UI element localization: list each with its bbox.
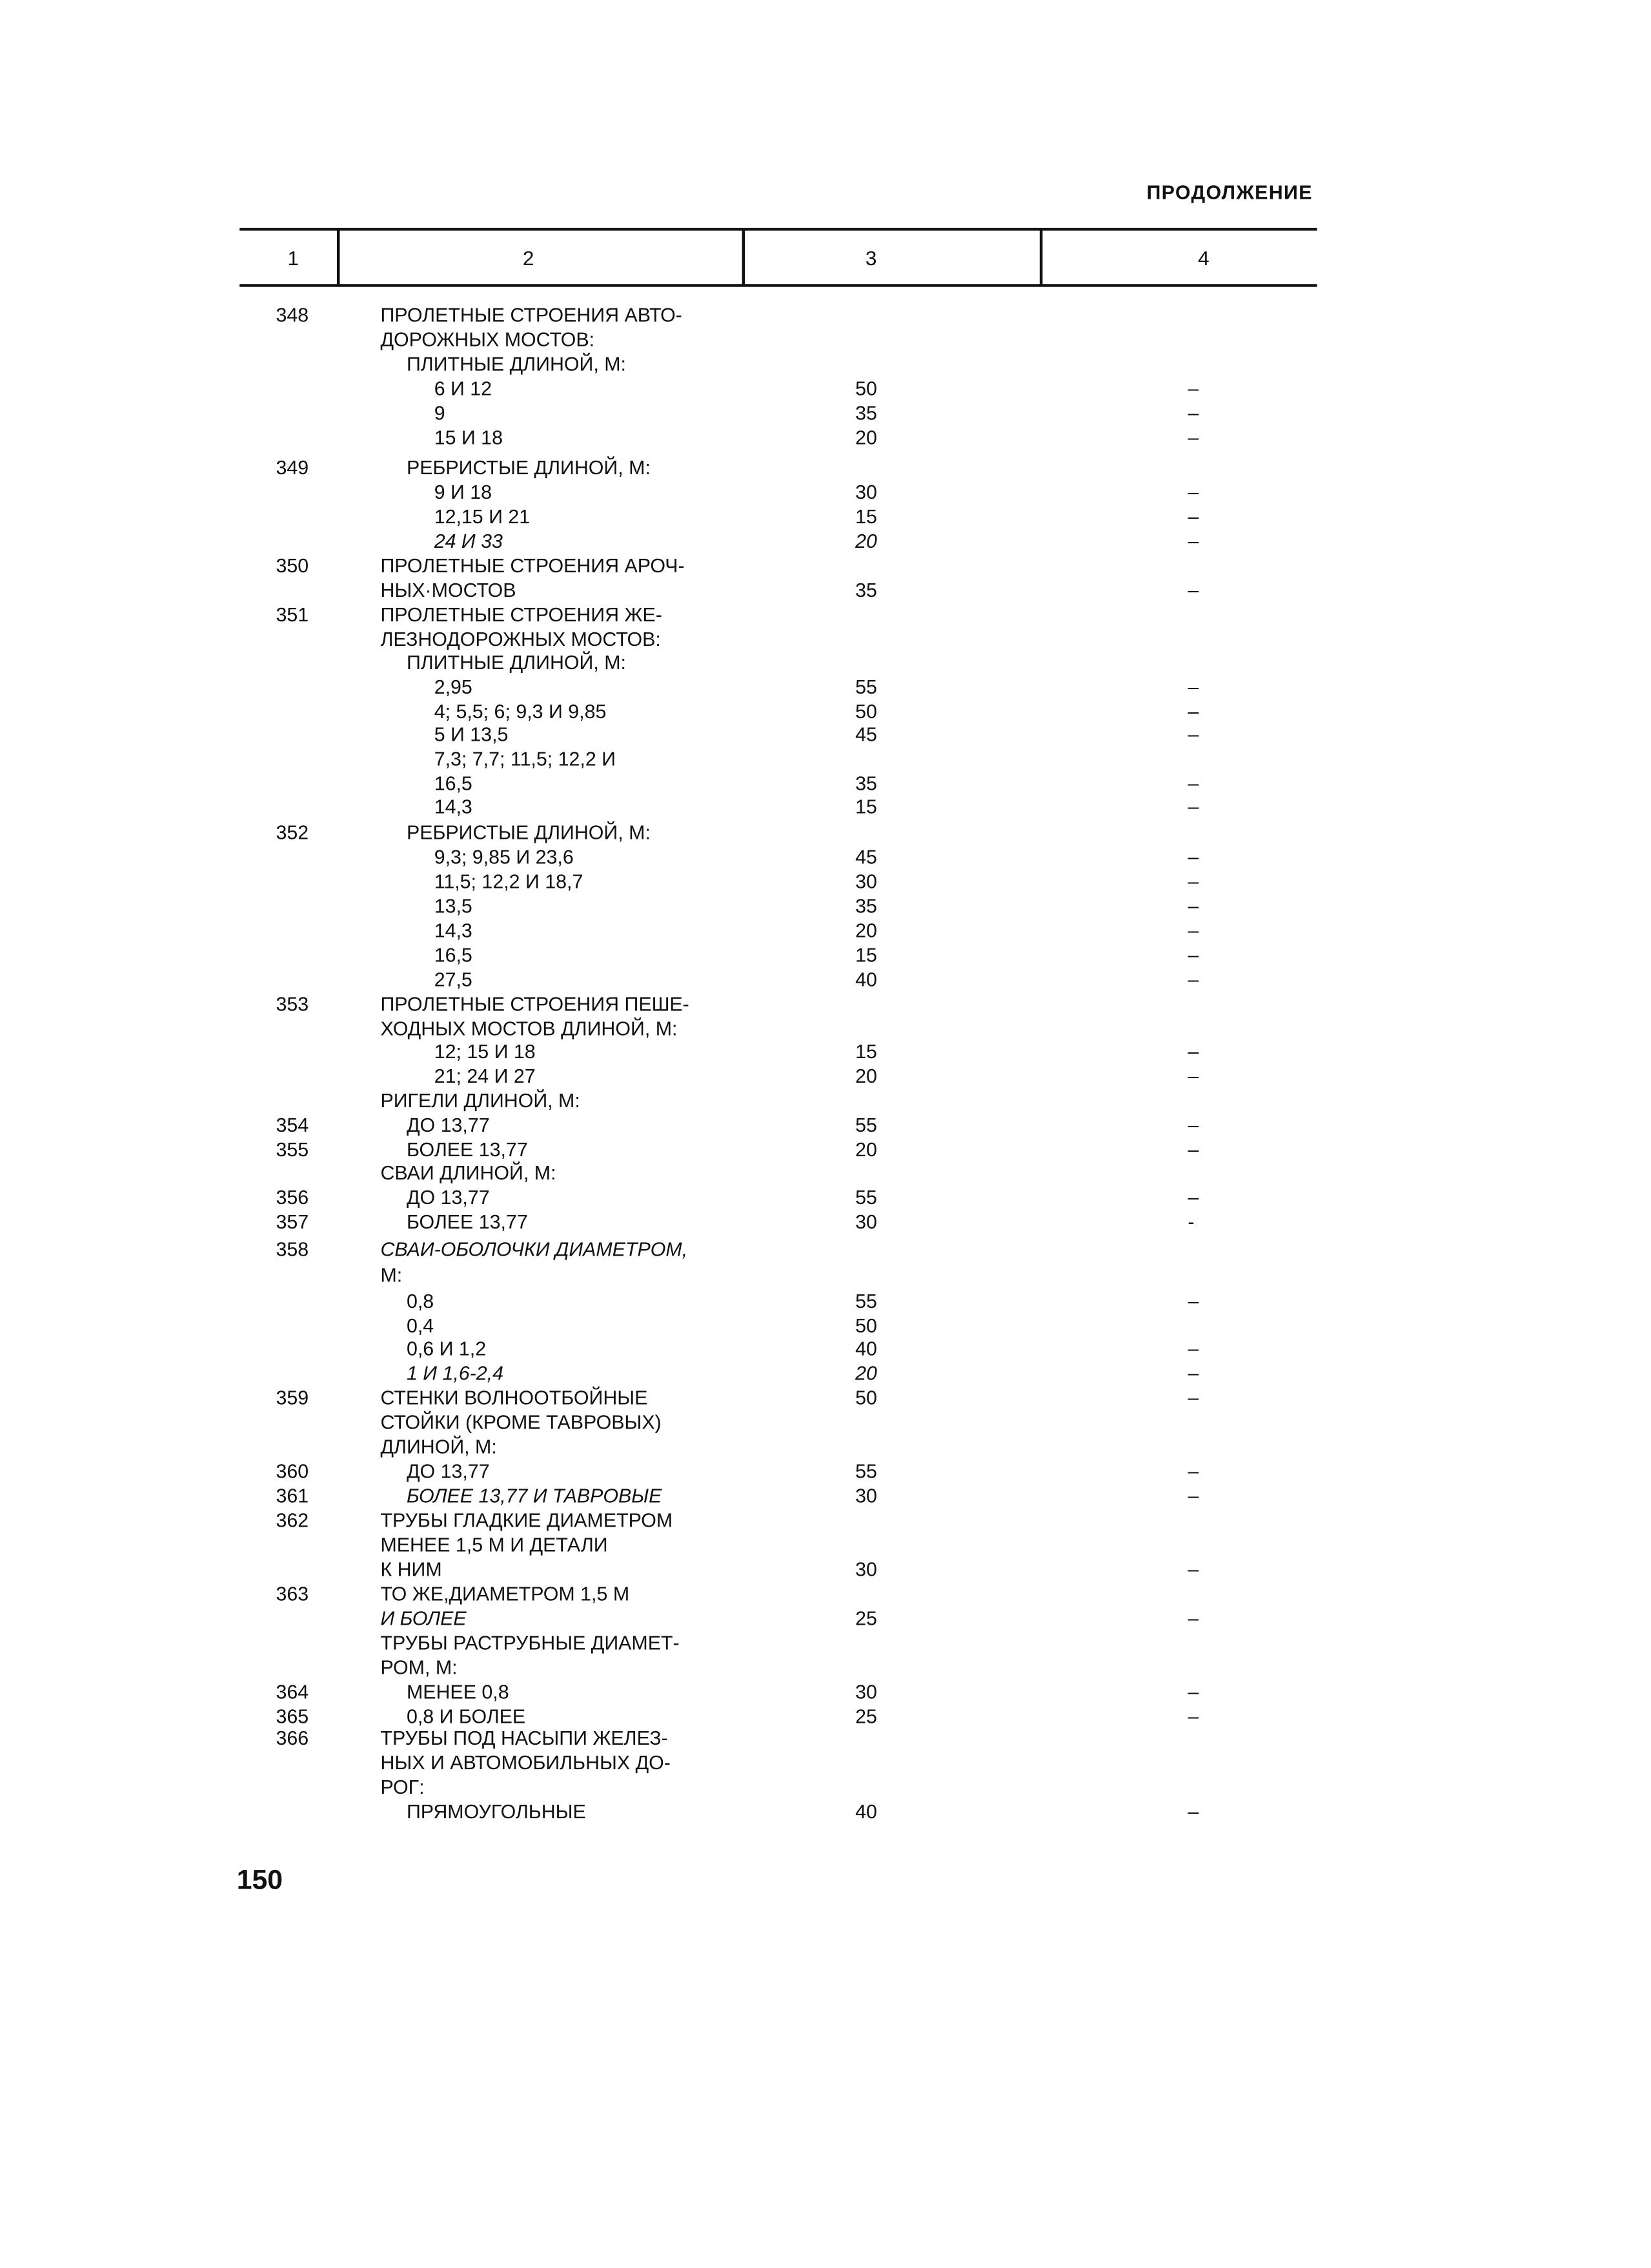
table-row (0, 1581, 1651, 1606)
row-description: 14,3 (434, 919, 472, 942)
row-description: СВАИ-ОБОЛОЧКИ ДИАМЕТРОМ, (380, 1238, 688, 1261)
row-value-col3: 20 (855, 919, 877, 942)
row-value-col4: – (1188, 506, 1199, 528)
row-description: ДОРОЖНЫХ МОСТОВ: (380, 328, 595, 351)
row-value-col4: – (1188, 402, 1199, 424)
row-value-col4: – (1188, 1485, 1199, 1507)
row-description: 11,5; 12,2 И 18,7 (434, 870, 583, 893)
row-description: РЕБРИСТЫЕ ДЛИНОЙ, М: (406, 457, 651, 479)
row-value-col4: – (1188, 1114, 1199, 1136)
row-description: 24 И 33 (434, 530, 503, 552)
table-row (0, 376, 1651, 401)
row-number: 349 (276, 457, 309, 479)
table-row (0, 1800, 1651, 1824)
table-row (0, 650, 1651, 675)
table-row (0, 1161, 1651, 1185)
table-header-rule (239, 284, 1317, 286)
table-row (0, 723, 1651, 747)
row-number: 352 (276, 821, 309, 844)
table-row (0, 1336, 1651, 1361)
row-description: ДО 13,77 (406, 1114, 490, 1136)
row-value-col4: – (1188, 676, 1199, 698)
row-value-col3: 35 (855, 772, 877, 795)
row-value-col4: – (1188, 1139, 1199, 1161)
row-description: 12,15 И 21 (434, 506, 531, 528)
row-value-col3: 50 (855, 701, 877, 723)
column-header-2: 2 (522, 246, 534, 270)
continuation-label: ПРОДОЛЖЕНИЕ (1146, 181, 1313, 204)
row-description: К НИМ (380, 1558, 442, 1581)
table-row (0, 327, 1651, 352)
row-value-col3: 20 (855, 1139, 877, 1161)
row-value-col4: – (1188, 1338, 1199, 1360)
row-description: СТЕНКИ ВОЛНООТБОЙНЫЕ (380, 1387, 648, 1409)
table-row (0, 794, 1651, 819)
row-description: 7,3; 7,7; 11,5; 12,2 И (434, 748, 616, 770)
row-description: 0,8 И БОЛЕЕ (406, 1705, 526, 1728)
table-row (0, 401, 1651, 425)
table-row (0, 1210, 1651, 1234)
row-value-col4: – (1188, 579, 1199, 601)
row-value-col4: – (1188, 1065, 1199, 1087)
table-row (0, 1016, 1651, 1041)
row-value-col4: – (1188, 1041, 1199, 1063)
row-description: РЕБРИСТЫЕ ДЛИНОЙ, М: (406, 821, 651, 844)
table-row (0, 1726, 1651, 1751)
table-row (0, 820, 1651, 845)
row-description: РОМ, М: (380, 1656, 458, 1679)
row-value-col4: – (1188, 427, 1199, 448)
row-value-col4: – (1188, 1387, 1199, 1409)
table-row (0, 1532, 1651, 1557)
row-value-col4: - (1188, 1211, 1195, 1233)
row-value-col4: – (1188, 723, 1199, 746)
row-description: 4; 5,5; 6; 9,3 И 9,85 (434, 701, 607, 723)
table-row (0, 352, 1651, 376)
row-description: ПРОЛЕТНЫЕ СТРОЕНИЯ АВТО- (380, 304, 682, 326)
row-value-col3: 35 (855, 895, 877, 918)
row-number: 358 (276, 1238, 309, 1261)
row-description: БОЛЕЕ 13,77 (406, 1139, 528, 1161)
row-value-col4: – (1188, 846, 1199, 868)
table-row (0, 1385, 1651, 1410)
row-value-col3: 15 (855, 796, 877, 818)
table-row (0, 1434, 1651, 1459)
row-value-col4: – (1188, 1460, 1199, 1483)
row-value-col3: 35 (855, 402, 877, 424)
table-row (0, 1138, 1651, 1162)
row-description: ПРОЛЕТНЫЕ СТРОЕНИЯ ЖЕ- (380, 604, 662, 626)
row-value-col4: – (1188, 895, 1199, 918)
row-value-col3: 40 (855, 1338, 877, 1360)
table-row (0, 845, 1651, 869)
row-value-col4: – (1188, 1801, 1199, 1823)
table-row (0, 918, 1651, 943)
row-description: 13,5 (434, 895, 472, 918)
row-value-col3: 30 (855, 1558, 877, 1581)
table-row (0, 1631, 1651, 1655)
row-description: 14,3 (434, 796, 472, 818)
table-row (0, 1704, 1651, 1729)
row-number: 353 (276, 993, 309, 1016)
row-description: М: (380, 1264, 403, 1287)
row-value-col3: 55 (855, 1187, 877, 1209)
row-number: 360 (276, 1460, 309, 1483)
row-description: ДО 13,77 (406, 1460, 490, 1483)
row-value-col4: – (1188, 701, 1199, 723)
row-value-col3: 55 (855, 1290, 877, 1312)
table-row (0, 699, 1651, 724)
row-number: 361 (276, 1485, 309, 1507)
table-row (0, 1289, 1651, 1314)
page-number: 150 (236, 1865, 283, 1896)
row-value-col3: 45 (855, 723, 877, 746)
row-value-col3: 50 (855, 1314, 877, 1337)
row-number: 351 (276, 604, 309, 626)
row-description: ПРОЛЕТНЫЕ СТРОЕНИЯ ПЕШЕ- (380, 993, 689, 1016)
row-value-col3: 30 (855, 1681, 877, 1703)
row-description: 16,5 (434, 944, 472, 967)
row-number: 348 (276, 304, 309, 326)
table-top-rule (239, 228, 1317, 230)
table-row (0, 1263, 1651, 1288)
column-divider (742, 231, 745, 286)
table-row (0, 456, 1651, 480)
column-header-1: 1 (287, 246, 299, 270)
row-description: 0,4 (406, 1314, 434, 1337)
row-description: 15 И 18 (434, 427, 503, 448)
table-row (0, 1237, 1651, 1261)
row-description: 9 (434, 402, 445, 424)
row-description: НЫХ·МОСТОВ (380, 579, 516, 601)
column-divider (337, 231, 339, 286)
row-description: 27,5 (434, 968, 472, 991)
column-header-3: 3 (865, 246, 877, 270)
row-description: ДО 13,77 (406, 1187, 490, 1209)
column-header-4: 4 (1198, 246, 1210, 270)
table-row (0, 1039, 1651, 1064)
row-description: ТРУБЫ РАСТРУБНЫЕ ДИАМЕТ- (380, 1632, 680, 1654)
row-description: ПЛИТНЫЕ ДЛИНОЙ, М: (406, 353, 626, 375)
table-row (0, 578, 1651, 603)
row-description: МЕНЕЕ 1,5 М И ДЕТАЛИ (380, 1534, 608, 1556)
row-number: 357 (276, 1211, 309, 1233)
row-value-col3: 30 (855, 1485, 877, 1507)
row-value-col3: 40 (855, 1801, 877, 1823)
table-row (0, 675, 1651, 699)
table-row (0, 1314, 1651, 1338)
table-row (0, 772, 1651, 796)
table-row (0, 747, 1651, 772)
row-number: 354 (276, 1114, 309, 1136)
row-number: 366 (276, 1727, 309, 1749)
table-row (0, 1508, 1651, 1532)
row-value-col4: – (1188, 481, 1199, 503)
table-row (0, 1606, 1651, 1631)
row-value-col4: – (1188, 1681, 1199, 1703)
table-row (0, 869, 1651, 894)
table-row (0, 1557, 1651, 1581)
row-value-col4: – (1188, 1607, 1199, 1630)
table-row (0, 303, 1651, 327)
row-number: 364 (276, 1681, 309, 1703)
row-value-col3: 50 (855, 1387, 877, 1409)
row-value-col3: 15 (855, 944, 877, 967)
row-value-col4: – (1188, 377, 1199, 399)
row-value-col3: 55 (855, 676, 877, 698)
row-value-col4: – (1188, 772, 1199, 795)
row-description: МЕНЕЕ 0,8 (406, 1681, 509, 1703)
row-description: ПРЯМОУГОЛЬНЫЕ (406, 1801, 586, 1823)
row-value-col3: 20 (855, 427, 877, 448)
table-row (0, 425, 1651, 450)
row-value-col3: 50 (855, 377, 877, 399)
row-value-col4: – (1188, 796, 1199, 818)
table-row (0, 1459, 1651, 1483)
row-value-col4: – (1188, 1558, 1199, 1581)
table-row (0, 529, 1651, 554)
row-number: 365 (276, 1705, 309, 1728)
row-description: БОЛЕЕ 13,77 И ТАВРОВЫЕ (406, 1485, 662, 1507)
row-number: 362 (276, 1509, 309, 1532)
row-value-col3: 45 (855, 846, 877, 868)
row-value-col4: – (1188, 530, 1199, 552)
table-row (0, 627, 1651, 652)
row-value-col3: 40 (855, 968, 877, 991)
table-row (0, 943, 1651, 967)
row-value-col4: – (1188, 870, 1199, 893)
row-description: 21; 24 И 27 (434, 1065, 536, 1087)
row-value-col3: 30 (855, 481, 877, 503)
row-value-col3: 55 (855, 1114, 877, 1136)
row-value-col4: – (1188, 968, 1199, 991)
table-row (0, 554, 1651, 578)
row-description: 12; 15 И 18 (434, 1041, 536, 1063)
table-row (0, 1064, 1651, 1089)
row-value-col4: – (1188, 1705, 1199, 1728)
row-value-col3: 15 (855, 1041, 877, 1063)
row-description: 0,6 И 1,2 (406, 1338, 487, 1360)
table-row (0, 1410, 1651, 1434)
row-number: 350 (276, 555, 309, 577)
row-description: СТОЙКИ (КРОМЕ ТАВРОВЫХ) (380, 1411, 662, 1434)
row-value-col3: 30 (855, 870, 877, 893)
table-row (0, 480, 1651, 505)
row-description: 16,5 (434, 772, 472, 795)
table-row (0, 603, 1651, 627)
row-description: ХОДНЫХ МОСТОВ ДЛИНОЙ, М: (380, 1018, 678, 1040)
row-number: 356 (276, 1187, 309, 1209)
row-description: 0,8 (406, 1290, 434, 1312)
table-row (0, 1655, 1651, 1680)
row-value-col4: – (1188, 1290, 1199, 1312)
row-value-col4: – (1188, 944, 1199, 967)
row-description: ДЛИНОЙ, М: (380, 1436, 497, 1458)
row-description: РОГ: (380, 1776, 425, 1798)
row-description: ЛЕЗНОДОРОЖНЫХ МОСТОВ: (380, 628, 661, 650)
row-description: СВАИ ДЛИНОЙ, М: (380, 1162, 556, 1184)
row-description: 9 И 18 (434, 481, 492, 503)
row-number: 363 (276, 1583, 309, 1605)
row-value-col3: 15 (855, 506, 877, 528)
row-number: 355 (276, 1139, 309, 1161)
table-row (0, 1185, 1651, 1210)
column-divider (1040, 231, 1042, 286)
row-description: 1 И 1,6-2,4 (406, 1362, 504, 1385)
table-row (0, 967, 1651, 992)
row-description: 5 И 13,5 (434, 723, 509, 746)
table-row (0, 992, 1651, 1016)
row-description: ТРУБЫ ПОД НАСЫПИ ЖЕЛЕЗ- (380, 1727, 668, 1749)
row-description: 2,95 (434, 676, 472, 698)
row-number: 359 (276, 1387, 309, 1409)
row-description: И БОЛЕЕ (380, 1607, 467, 1630)
row-description: 9,3; 9,85 И 23,6 (434, 846, 574, 868)
row-value-col3: 35 (855, 579, 877, 601)
row-value-col4: – (1188, 1362, 1199, 1385)
table-row (0, 1775, 1651, 1800)
row-description: РИГЕЛИ ДЛИНОЙ, М: (380, 1090, 580, 1112)
row-value-col3: 25 (855, 1607, 877, 1630)
row-value-col3: 20 (855, 530, 877, 552)
table-row (0, 1483, 1651, 1508)
table-row (0, 1361, 1651, 1385)
table-row (0, 1089, 1651, 1113)
row-description: БОЛЕЕ 13,77 (406, 1211, 528, 1233)
table-row (0, 1751, 1651, 1775)
row-value-col4: – (1188, 1187, 1199, 1209)
row-description: ПРОЛЕТНЫЕ СТРОЕНИЯ АРОЧ- (380, 555, 685, 577)
row-value-col3: 55 (855, 1460, 877, 1483)
row-description: ТО ЖЕ,ДИАМЕТРОМ 1,5 М (380, 1583, 630, 1605)
row-description: ТРУБЫ ГЛАДКИЕ ДИАМЕТРОМ (380, 1509, 673, 1532)
table-row (0, 505, 1651, 529)
row-value-col4: – (1188, 919, 1199, 942)
table-row (0, 894, 1651, 918)
row-description: ПЛИТНЫЕ ДЛИНОЙ, М: (406, 652, 626, 674)
row-description: НЫХ И АВТОМОБИЛЬНЫХ ДО- (380, 1752, 671, 1774)
table-row (0, 1113, 1651, 1138)
table-row (0, 1680, 1651, 1704)
row-description: 6 И 12 (434, 377, 492, 399)
row-value-col3: 20 (855, 1065, 877, 1087)
row-value-col3: 25 (855, 1705, 877, 1728)
row-value-col3: 20 (855, 1362, 877, 1385)
row-value-col3: 30 (855, 1211, 877, 1233)
